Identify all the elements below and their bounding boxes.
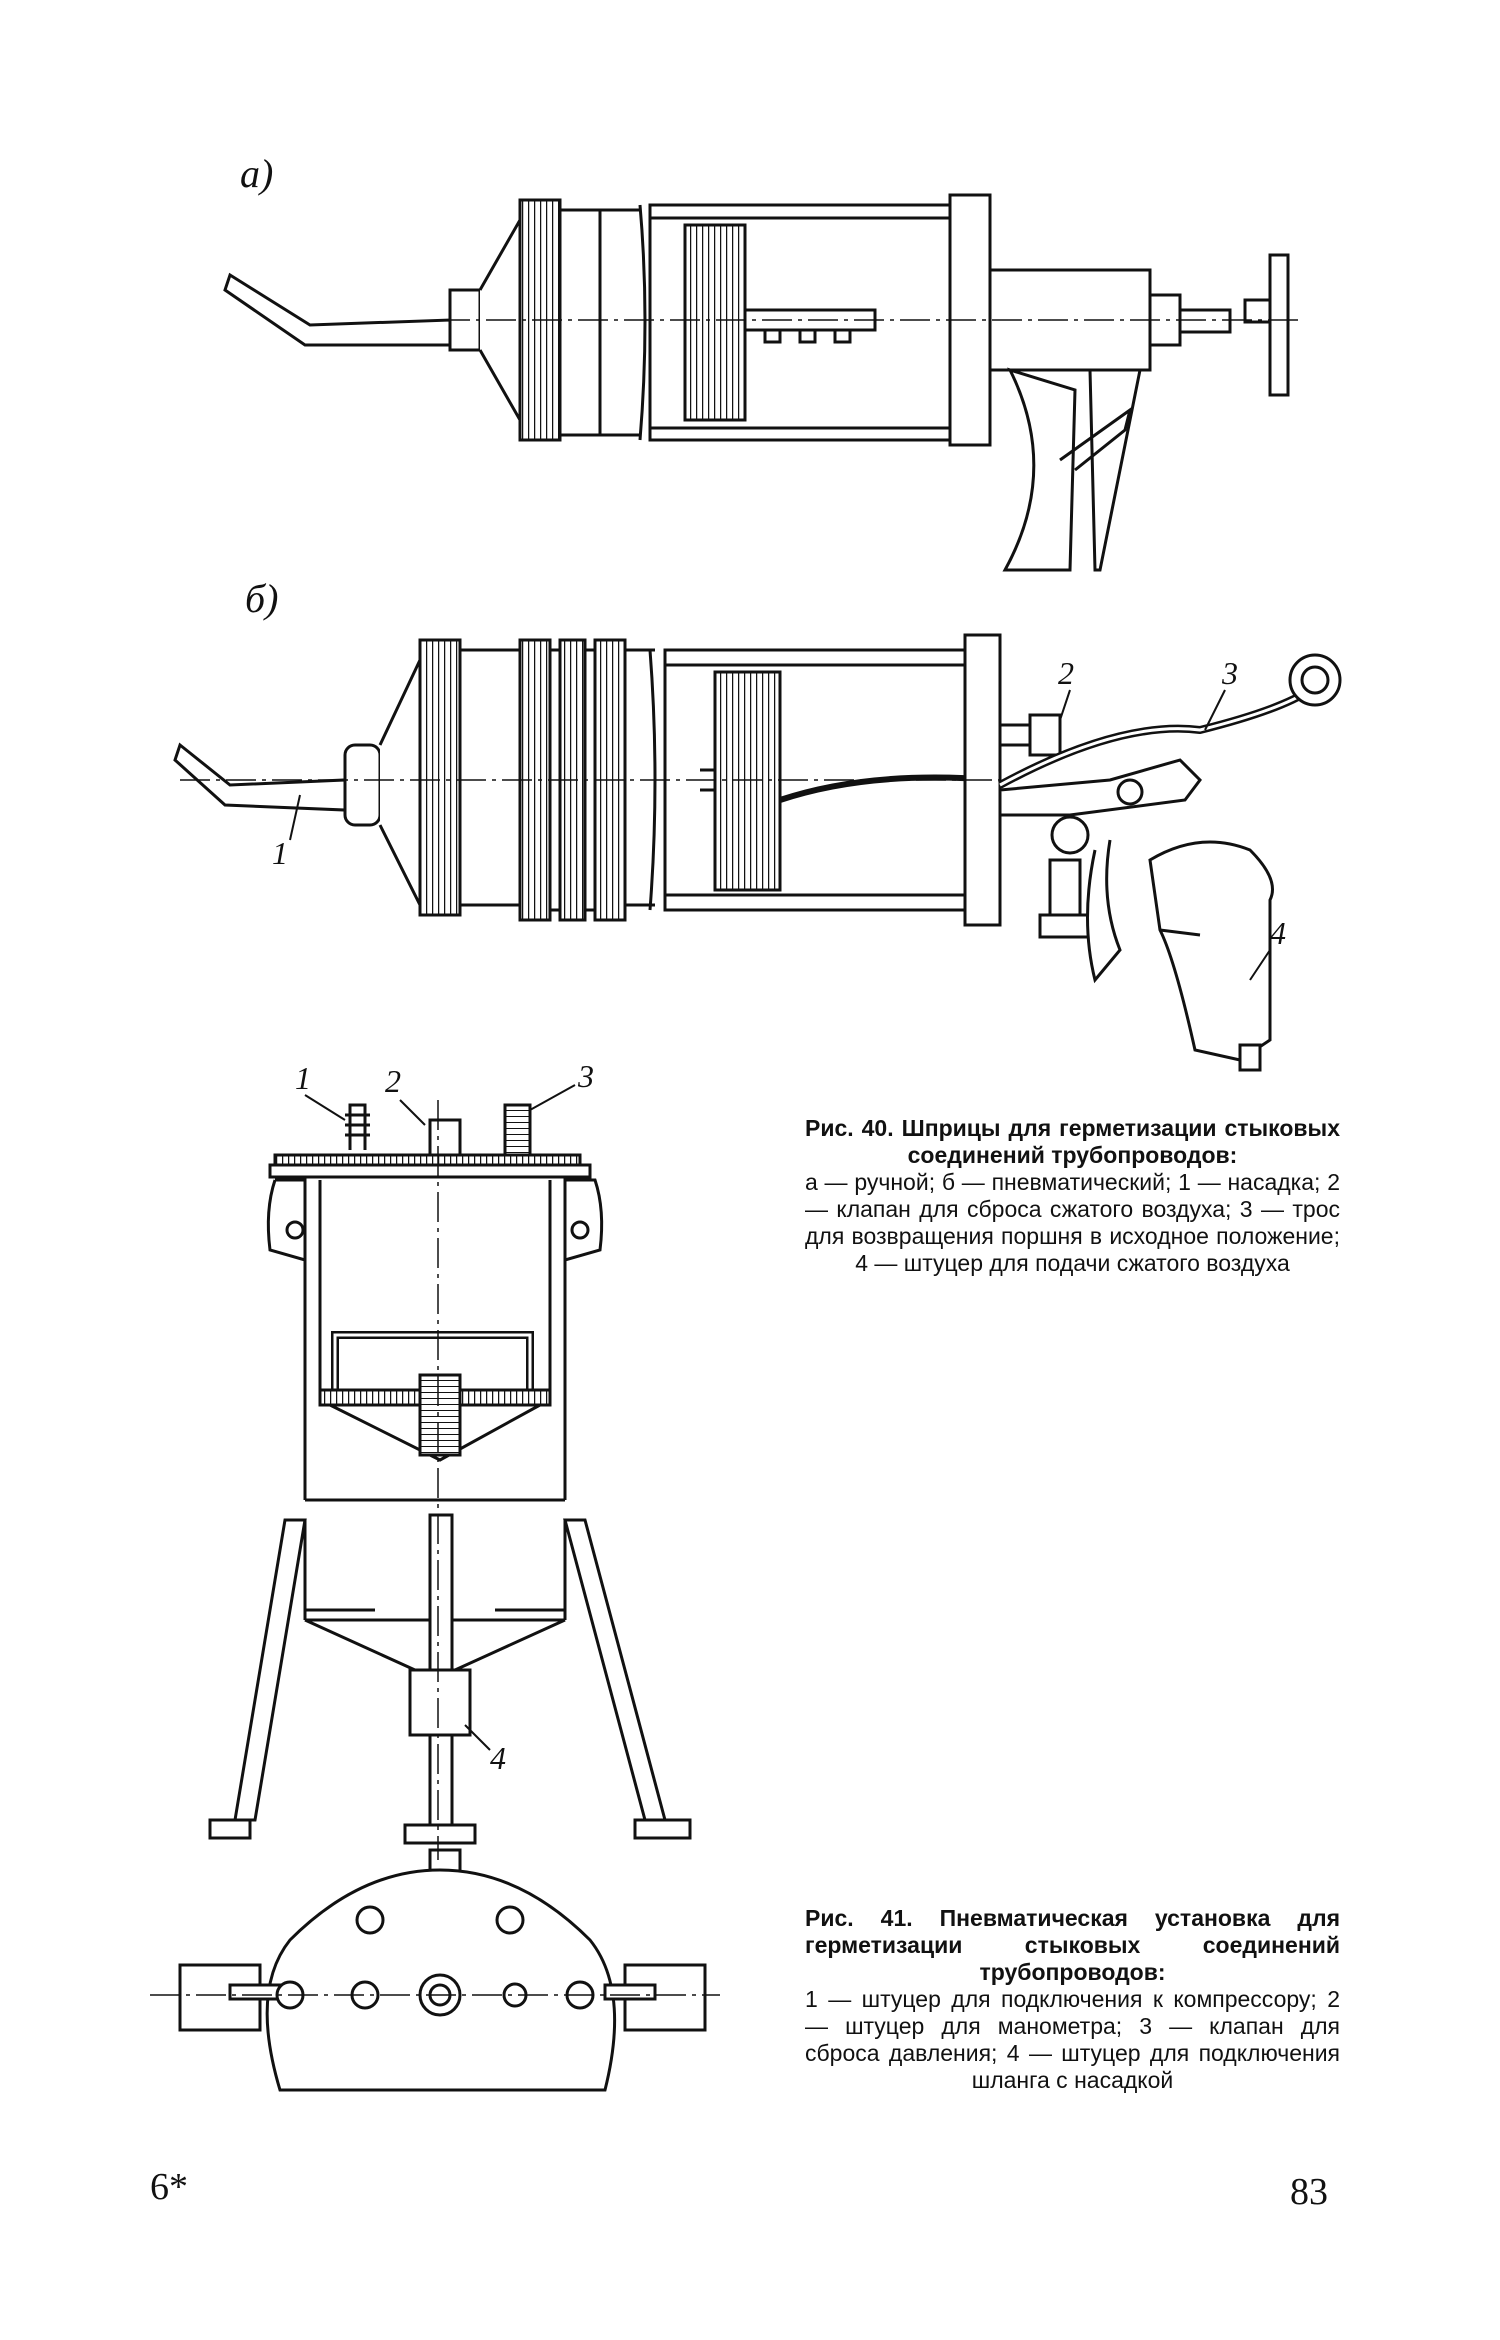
fig40-caption-title: Рис. 40. Шприцы для герметизации стыковых соединений трубопроводов: [805,1115,1340,1168]
fig41-part-2: 2 [385,1063,401,1099]
page-signature: 6* [150,2166,188,2208]
fig41-part-1: 1 [295,1060,311,1096]
fig40-caption [805,1115,1340,1277]
page-number: 83 [1290,2171,1328,2213]
fig40-part-4: 4 [1270,915,1286,951]
fig40-caption-body: а — ручной; б — пневматический; 1 — насадка; 2 — клапан для сброса сжатого воздуха; 3 — трос для возвращения поршня в исходное положение; 4 — штуцер для подачи сжатого воздуха [805,1169,1340,1276]
fig41-caption [805,1905,1340,2094]
fig40b-pneumatic-syringe [175,635,1340,1070]
fig41-caption-body: 1 — штуцер для подключения к компрессору; 2 — штуцер для манометра; 3 — клапан для сброса давления; 4 — штуцер для подключения шланга с насадкой [805,1986,1340,2093]
fig40-b-label: б) [245,576,279,621]
fig41-pneumatic-unit [180,1105,705,2090]
fig40-part-2: 2 [1058,655,1074,691]
fig41-part-3: 3 [578,1058,594,1094]
fig40a-manual-syringe [225,195,1288,570]
fig40-part-1: 1 [272,835,288,871]
fig41-caption-title: Рис. 41. Пневматическая установка для герметизации стыковых соединений трубопроводов: [805,1905,1340,1985]
fig41-part-4: 4 [490,1740,506,1776]
fig40-a-label: а) [240,151,274,196]
fig40-part-3: 3 [1222,655,1238,691]
